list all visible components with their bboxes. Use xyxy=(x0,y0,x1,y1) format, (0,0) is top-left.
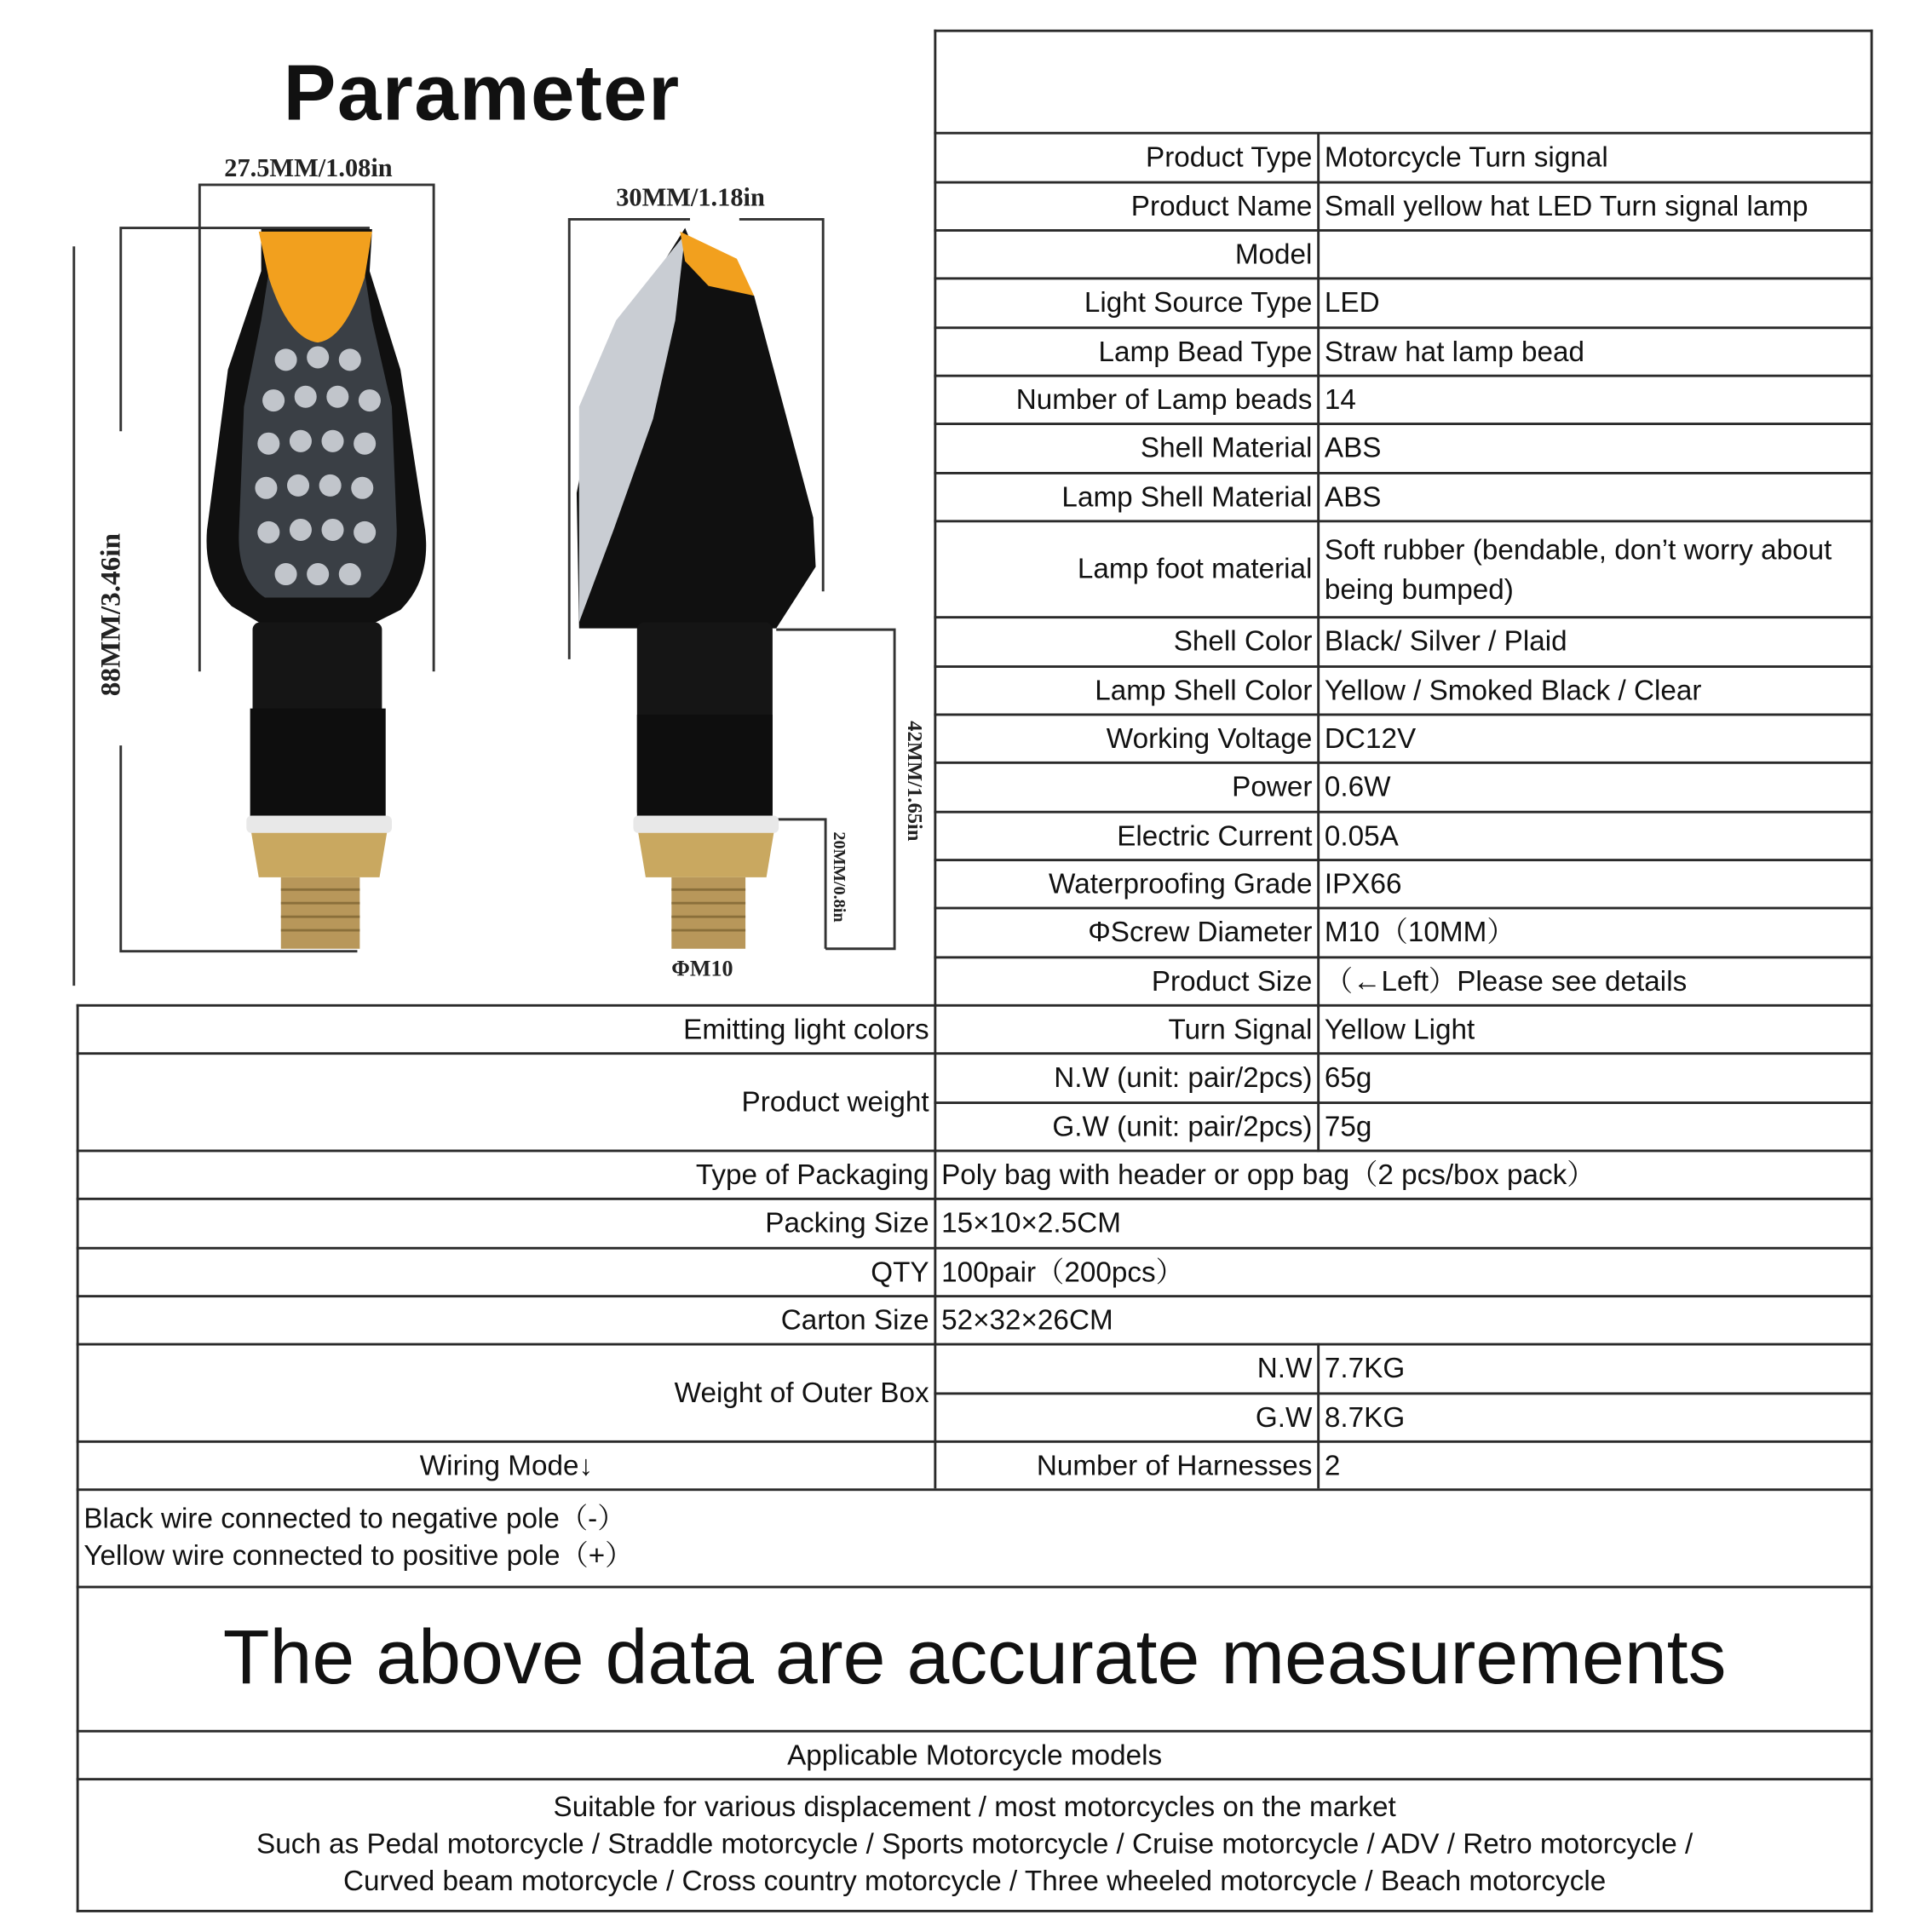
spec-label-product-type: Product Type xyxy=(1146,141,1313,173)
packaging-type-value: Poly bag with header or opp bag（2 pcs/box pack） xyxy=(941,1158,1596,1190)
spec-value-lamp-shell-material: ABS xyxy=(1324,480,1382,513)
carton-size-value: 52×32×26CM xyxy=(941,1302,1113,1336)
applicable-line-3: Curved beam motorcycle / Cross country motorcycle / Three wheeled motorcycle / Beach motorcycle xyxy=(343,1864,1607,1897)
thread-length-label: 20MM/0.8in xyxy=(829,831,848,923)
spec-value-bead-count: 14 xyxy=(1324,382,1356,416)
spec-label-shell-color: Shell Color xyxy=(1173,624,1313,658)
front-lamp-image xyxy=(206,229,426,949)
packaging-type-label: Type of Packaging xyxy=(695,1158,929,1190)
outer-box-nw-value: 7.7KG xyxy=(1324,1352,1406,1384)
spec-label-voltage: Working Voltage xyxy=(1106,722,1313,754)
spec-value-lamp-foot: Soft rubber (bendable, don’t worry about being bumped) xyxy=(1324,533,1832,606)
side-width-label: 30MM/1.18in xyxy=(616,182,765,212)
grid-line xyxy=(934,30,1872,32)
spec-label-lamp-shell-color: Lamp Shell Color xyxy=(1095,673,1313,706)
accuracy-banner: The above data are accurate measurements xyxy=(222,1615,1727,1701)
wiring-mode-label: Wiring Mode↓ xyxy=(419,1448,594,1481)
stem-length-label: 42MM/1.65in xyxy=(903,721,927,842)
weight-nw-label: N.W (unit: pair/2pcs) xyxy=(1054,1061,1313,1094)
height-label: 88MM/3.46in xyxy=(95,532,126,697)
thread-diameter-label: ΦM10 xyxy=(671,956,733,981)
applicable-header: Applicable Motorcycle models xyxy=(787,1738,1163,1771)
spec-value-current: 0.05A xyxy=(1324,819,1399,852)
spec-value-size: （←Left）Please see details xyxy=(1324,964,1688,997)
harness-value: 2 xyxy=(1324,1448,1341,1481)
spec-label-light-source: Light Source Type xyxy=(1084,285,1313,319)
spec-label-lamp-foot: Lamp foot material xyxy=(1077,552,1313,584)
spec-label-bead-type: Lamp Bead Type xyxy=(1098,334,1313,367)
wiring-black-note: Black wire connected to negative pole（-） xyxy=(83,1502,626,1535)
outer-box-gw-label: G.W xyxy=(1255,1400,1313,1433)
spec-label-product-name: Product Name xyxy=(1130,189,1313,221)
spec-value-waterproof: IPX66 xyxy=(1324,866,1402,900)
weight-gw-value: 75g xyxy=(1324,1109,1372,1142)
spec-value-product-type: Motorcycle Turn signal xyxy=(1324,141,1608,173)
product-diagram xyxy=(0,0,936,1010)
spec-label-size: Product Size xyxy=(1151,964,1313,997)
emitting-group-label: Emitting light colors xyxy=(683,1012,929,1045)
grid-line xyxy=(77,1778,1873,1780)
spec-label-current: Electric Current xyxy=(1117,819,1313,852)
front-width-label: 27.5MM/1.08in xyxy=(224,152,393,183)
spec-label-bead-count: Number of Lamp beads xyxy=(1015,382,1313,416)
spec-value-shell-material: ABS xyxy=(1324,431,1382,464)
harness-label: Number of Harnesses xyxy=(1036,1448,1313,1481)
emitting-label: Turn Signal xyxy=(1168,1012,1313,1045)
outer-box-nw-label: N.W xyxy=(1256,1352,1313,1384)
spec-label-model: Model xyxy=(1234,237,1313,270)
spec-value-lamp-shell-color: Yellow / Smoked Black / Clear xyxy=(1324,673,1702,706)
spec-label-power: Power xyxy=(1232,770,1313,802)
qty-value: 100pair（200pcs） xyxy=(941,1255,1184,1288)
weight-group-label: Product weight xyxy=(741,1084,929,1118)
spec-value-power: 0.6W xyxy=(1324,770,1391,802)
applicable-line-2: Such as Pedal motorcycle / Straddle motorcycle / Sports motorcycle / Cruise motorcycle / ADV / Retro motorcycle / xyxy=(256,1827,1693,1860)
spec-value-bead-type: Straw hat lamp bead xyxy=(1324,334,1585,367)
spec-label-shell-material: Shell Material xyxy=(1140,431,1313,464)
outer-box-gw-value: 8.7KG xyxy=(1324,1400,1406,1433)
spec-label-waterproof: Waterproofing Grade xyxy=(1049,866,1313,900)
weight-gw-label: G.W (unit: pair/2pcs) xyxy=(1052,1109,1313,1142)
grid-line xyxy=(1871,30,1873,1912)
side-lamp-image xyxy=(577,228,816,949)
carton-size-label: Carton Size xyxy=(780,1302,929,1336)
spec-label-lamp-shell-material: Lamp Shell Material xyxy=(1061,480,1313,513)
spec-label-screw: ΦScrew Diameter xyxy=(1088,915,1313,948)
spec-value-model xyxy=(1320,232,1871,278)
spec-value-shell-color: Black/ Silver / Plaid xyxy=(1324,624,1567,658)
grid-line xyxy=(77,1910,1873,1912)
packing-size-label: Packing Size xyxy=(765,1206,929,1239)
spec-value-light-source: LED xyxy=(1324,285,1380,319)
wiring-yellow-note: Yellow wire connected to positive pole（+） xyxy=(83,1538,634,1572)
applicable-line-1: Suitable for various displacement / most motorcycles on the market xyxy=(553,1790,1396,1823)
grid-line xyxy=(77,1488,1873,1491)
page-title: Parameter xyxy=(283,48,681,137)
spec-value-product-name: Small yellow hat LED Turn signal lamp xyxy=(1324,189,1808,221)
spec-value-screw: M10（10MM） xyxy=(1324,915,1515,948)
weight-nw-value: 65g xyxy=(1324,1061,1372,1094)
packing-size-value: 15×10×2.5CM xyxy=(941,1206,1121,1239)
spec-value-voltage: DC12V xyxy=(1324,722,1417,754)
qty-label: QTY xyxy=(871,1255,929,1288)
outer-box-group-label: Weight of Outer Box xyxy=(674,1376,929,1408)
emitting-value: Yellow Light xyxy=(1324,1012,1475,1045)
